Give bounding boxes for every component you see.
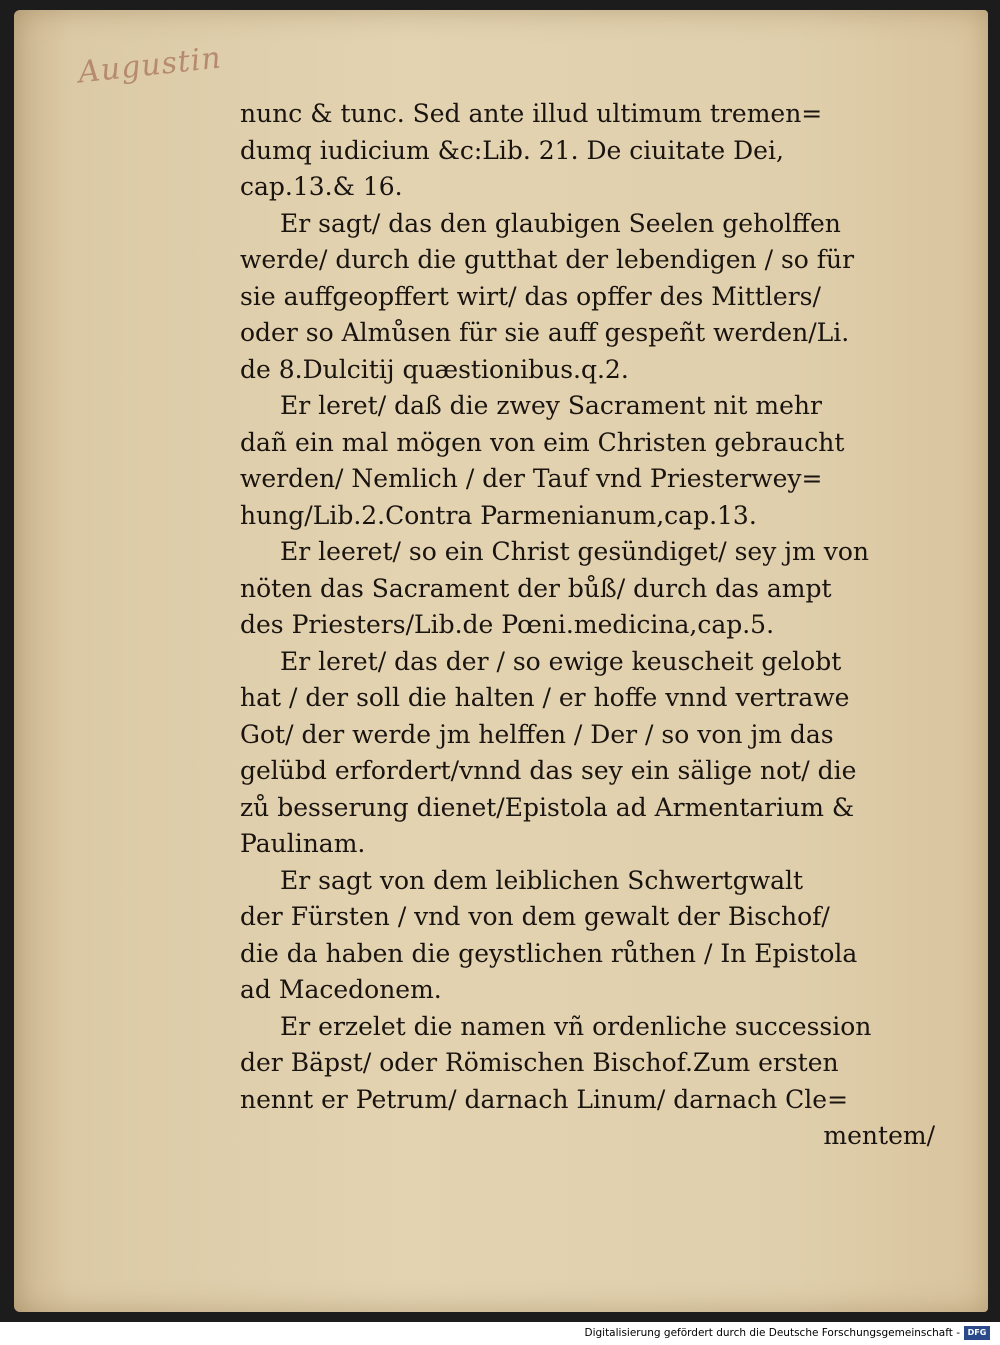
text-line: die da haben die geystlichen růthen / In Epistola bbox=[240, 938, 858, 968]
text-line: cap.13.& 16. bbox=[240, 172, 403, 201]
text-line: nöten das Sacrament der bůß/ durch das ampt bbox=[240, 573, 832, 603]
text-line: ad Macedonem. bbox=[240, 975, 442, 1004]
text-line: Got/ der werde jm helffen / Der / so von jm das bbox=[240, 719, 834, 749]
text-line: nunc & tunc. Sed ante illud ultimum tremen= bbox=[240, 99, 823, 128]
text-line: werden/ Nemlich / der Tauf vnd Priesterwey= bbox=[240, 464, 823, 493]
text-line: nennt er Petrum/ darnach Linum/ darnach Cle= bbox=[240, 1084, 849, 1114]
handwritten-annotation: Augustin bbox=[76, 40, 224, 91]
text-line: Er sagt von dem leiblichen Schwertgwalt bbox=[280, 865, 804, 895]
text-line: Er leret/ das der / so ewige keuscheit gelobt bbox=[280, 646, 842, 676]
page-text bbox=[240, 96, 945, 1155]
dfg-logo: DFG bbox=[964, 1326, 990, 1340]
text-line: Er erzelet die namen vñ ordenliche succession bbox=[280, 1011, 872, 1041]
text-line: dumq iudicium &c:Lib. 21. De ciuitate Dei, bbox=[240, 135, 784, 165]
text-line: Paulinam. bbox=[240, 829, 366, 858]
funding-credit: Digitalisierung gefördert durch die Deutsche Forschungsgemeinschaft - bbox=[584, 1327, 960, 1339]
text-line: Er sagt/ das den glaubigen Seelen geholffen bbox=[280, 208, 841, 238]
text-line: sie auffgeopffert wirt/ das opffer des Mittlers/ bbox=[240, 281, 821, 311]
text-line: de 8.Dulcitij quæstionibus.q.2. bbox=[240, 354, 629, 384]
catchword: mentem/ bbox=[823, 1121, 935, 1150]
text-line: hung/Lib.2.Contra Parmenianum,cap.13. bbox=[240, 500, 757, 530]
text-line: der Bäpst/ oder Römischen Bischof.Zum ersten bbox=[240, 1048, 839, 1077]
text-line: gelübd erfordert/vnnd das sey ein sälige not/ die bbox=[240, 756, 857, 785]
text-line: dañ ein mal mögen von eim Christen gebraucht bbox=[240, 427, 845, 457]
text-line: zů besserung dienet/Epistola ad Armentarium & bbox=[240, 792, 855, 822]
text-line: Er leeret/ so ein Christ gesündiget/ sey jm von bbox=[280, 537, 869, 566]
footer-bar bbox=[0, 1322, 1000, 1345]
text-line: des Priesters/Lib.de Pœni.medicina,cap.5. bbox=[240, 610, 775, 639]
text-line: der Fürsten / vnd von dem gewalt der Bischof/ bbox=[240, 902, 830, 931]
text-line: oder so Almůsen für sie auff gespeñt werden/Li. bbox=[240, 318, 850, 347]
text-line: werde/ durch die gutthat der lebendigen / so für bbox=[240, 245, 855, 274]
text-line: Er leret/ daß die zwey Sacrament nit mehr bbox=[280, 391, 822, 420]
text-line: hat / der soll die halten / er hoffe vnnd vertrawe bbox=[240, 683, 850, 712]
